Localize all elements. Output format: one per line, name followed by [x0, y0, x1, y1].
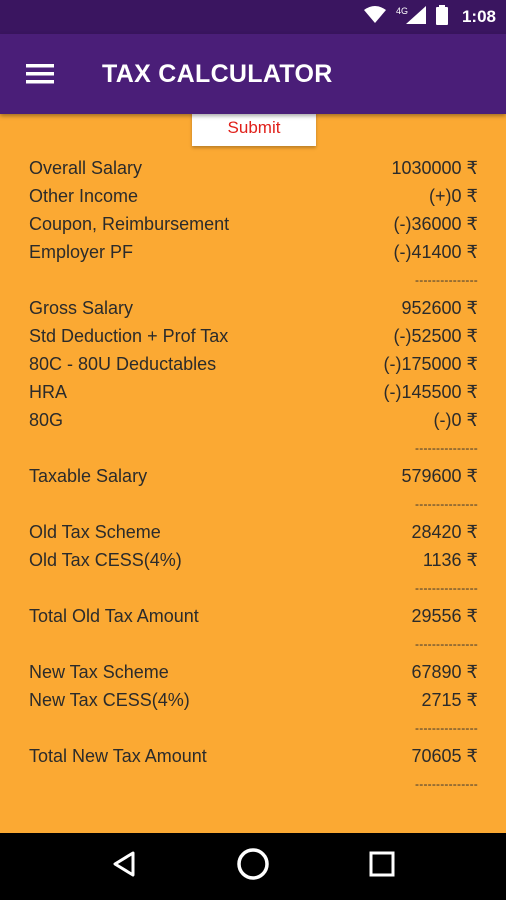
recents-button[interactable] — [352, 837, 412, 897]
separator: --------------- — [415, 441, 478, 455]
row-value: 67890 ₹ — [411, 661, 478, 682]
row-value: (-)36000 ₹ — [393, 213, 478, 234]
navigation-bar — [0, 833, 506, 900]
row-coupon-reimbursement — [29, 210, 478, 238]
row-value: 1136 ₹ — [422, 549, 478, 570]
row-80c-80u — [29, 350, 478, 378]
row-label: Std Deduction + Prof Tax — [29, 325, 229, 346]
row-value: (-)0 ₹ — [433, 409, 478, 430]
separator: --------------- — [415, 721, 478, 735]
row-new-tax-scheme — [29, 658, 478, 686]
status-bar — [0, 0, 506, 34]
row-hra — [29, 378, 478, 406]
row-total-old-tax — [29, 602, 478, 630]
row-old-tax-cess — [29, 546, 478, 574]
row-label: New Tax Scheme — [29, 661, 169, 682]
row-label: HRA — [29, 381, 68, 402]
row-label: Overall Salary — [29, 157, 143, 178]
row-value: 952600 ₹ — [401, 297, 478, 318]
signal-icon — [406, 6, 426, 29]
row-new-tax-cess — [29, 686, 478, 714]
row-label: New Tax CESS(4%) — [29, 689, 190, 710]
separator: --------------- — [415, 273, 478, 287]
recents-square-icon — [369, 851, 395, 882]
row-std-deduction — [29, 322, 478, 350]
menu-button[interactable] — [0, 34, 80, 114]
row-label: Other Income — [29, 185, 139, 206]
row-value: 579600 ₹ — [401, 465, 478, 486]
row-label: Coupon, Reimbursement — [29, 213, 230, 234]
row-label: Gross Salary — [29, 297, 134, 318]
row-label: Employer PF — [29, 241, 134, 262]
row-value: (+)0 ₹ — [429, 185, 478, 206]
back-triangle-icon — [111, 850, 137, 883]
separator: --------------- — [415, 497, 478, 511]
separator: --------------- — [415, 581, 478, 595]
wifi-icon — [364, 6, 386, 29]
row-value: 1030000 ₹ — [391, 157, 478, 178]
row-value: 70605 ₹ — [411, 745, 478, 766]
row-label: Total Old Tax Amount — [29, 605, 199, 626]
row-label: 80C - 80U Deductables — [29, 353, 217, 374]
clock: 1:08 — [461, 7, 496, 26]
row-other-income — [29, 182, 478, 210]
row-80g — [29, 406, 478, 434]
network-type: 4G — [395, 6, 408, 16]
hamburger-menu-icon — [26, 64, 54, 84]
row-overall-salary — [29, 154, 478, 182]
row-taxable-salary — [29, 462, 478, 490]
row-label: Old Tax CESS(4%) — [29, 549, 182, 570]
row-value: (-)145500 ₹ — [383, 381, 478, 402]
row-value: 28420 ₹ — [411, 521, 478, 542]
row-total-new-tax — [29, 742, 478, 770]
row-value: 29556 ₹ — [411, 605, 478, 626]
page-title: TAX CALCULATOR — [102, 59, 333, 88]
separator: --------------- — [415, 637, 478, 651]
row-value: (-)41400 ₹ — [393, 241, 478, 262]
home-circle-icon — [236, 847, 270, 886]
submit-button[interactable]: Submit — [192, 114, 316, 146]
results-panel — [0, 114, 506, 833]
row-value: (-)175000 ₹ — [383, 353, 478, 374]
battery-icon — [436, 5, 448, 30]
back-button[interactable] — [94, 837, 154, 897]
separator: --------------- — [415, 777, 478, 791]
row-value: 2715 ₹ — [421, 689, 478, 710]
row-label: Old Tax Scheme — [29, 521, 161, 542]
row-old-tax-scheme — [29, 518, 478, 546]
row-gross-salary — [29, 294, 478, 322]
row-label: 80G — [29, 409, 64, 430]
home-button[interactable] — [223, 837, 283, 897]
row-employer-pf — [29, 238, 478, 266]
row-value: (-)52500 ₹ — [393, 325, 478, 346]
row-label: Total New Tax Amount — [29, 745, 207, 766]
row-label: Taxable Salary — [29, 465, 148, 486]
app-bar — [0, 34, 506, 114]
tax-summary-list — [29, 154, 478, 798]
